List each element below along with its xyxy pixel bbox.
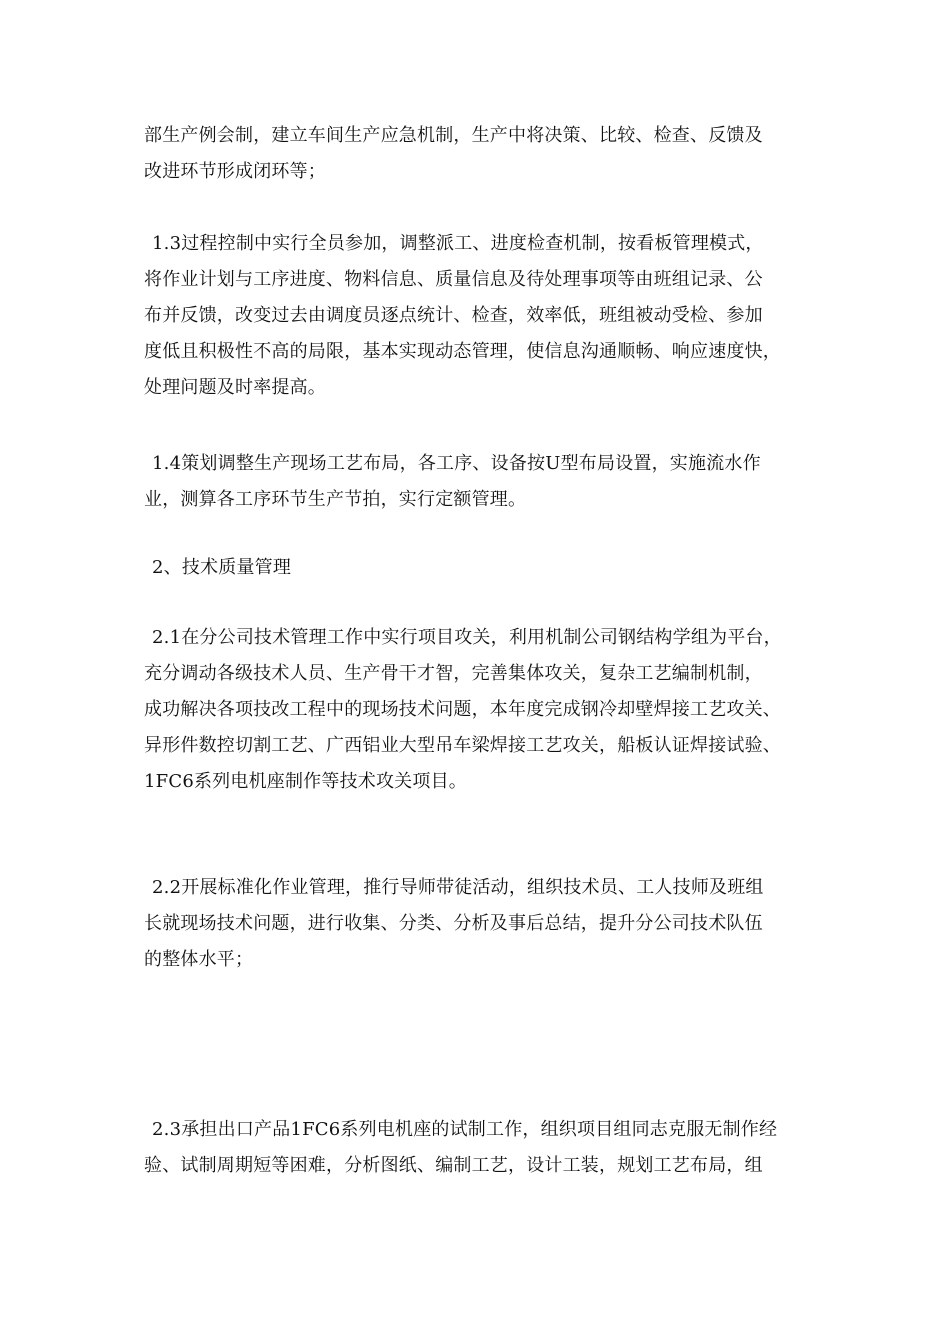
paragraph-1-4-continued bbox=[144, 482, 814, 518]
paragraph-2-2 bbox=[152, 870, 822, 906]
text-line: 充分调动各级技术人员、生产骨干才智，完善集体攻关，复杂工艺编制机制， bbox=[144, 663, 763, 684]
text-line: 2.2开展标准化作业管理，推行导师带徒活动，组织技术员、工人技师及班组 bbox=[152, 877, 764, 898]
text-line: 成功解决各项技改工程中的现场技术问题，本年度完成钢冷却壁焊接工艺攻关、 bbox=[144, 699, 781, 720]
text-line: 2.3承担出口产品1FC6系列电机座的试制工作，组织项目组同志克服无制作经 bbox=[152, 1119, 778, 1140]
paragraph-2-2-continued bbox=[144, 906, 814, 978]
paragraph-1-4 bbox=[152, 446, 822, 482]
text-line: 的整体水平； bbox=[144, 949, 254, 970]
text-line: 业，测算各工序环节生产节拍，实行定额管理。 bbox=[144, 489, 527, 510]
text-line: 异形件数控切割工艺、广西铝业大型吊车梁焊接工艺攻关，船板认证焊接试验、 bbox=[144, 735, 781, 756]
text-line: 1.4策划调整生产现场工艺布局，各工序、设备按U型布局设置，实施流水作 bbox=[152, 453, 761, 474]
paragraph-1-3-continued bbox=[144, 262, 814, 406]
text-line: 1FC6系列电机座制作等技术攻关项目。 bbox=[144, 771, 467, 792]
text-line: 长就现场技术问题，进行收集、分类、分析及事后总结，提升分公司技术队伍 bbox=[144, 913, 763, 934]
text-line: 度低且积极性不高的局限，基本实现动态管理，使信息沟通顺畅、响应速度快， bbox=[144, 341, 781, 362]
paragraph-1-3 bbox=[152, 226, 822, 262]
text-line: 验、试制周期短等困难，分析图纸、编制工艺，设计工装，规划工艺布局，组 bbox=[144, 1155, 763, 1176]
text-line: 处理问题及时率提高。 bbox=[144, 377, 326, 398]
paragraph-2-1 bbox=[152, 620, 822, 656]
text-line: 部生产例会制，建立车间生产应急机制，生产中将决策、比较、检查、反馈及 bbox=[144, 125, 763, 146]
paragraph-production-meeting bbox=[144, 118, 814, 190]
text-line: 改进环节形成闭环等； bbox=[144, 161, 326, 182]
text-line: 布并反馈，改变过去由调度员逐点统计、检查，效率低，班组被动受检、参加 bbox=[144, 305, 763, 326]
paragraph-2-3-continued bbox=[144, 1148, 814, 1184]
section-heading: 2、技术质量管理 bbox=[152, 557, 292, 578]
text-line: 将作业计划与工序进度、物料信息、质量信息及待处理事项等由班组记录、公 bbox=[144, 269, 763, 290]
text-line: 1.3过程控制中实行全员参加，调整派工、进度检查机制，按看板管理模式， bbox=[152, 233, 764, 254]
text-line: 2.1在分公司技术管理工作中实行项目攻关，利用机制公司钢结构学组为平台， bbox=[152, 627, 782, 648]
paragraph-2-1-continued bbox=[144, 656, 814, 800]
paragraph-2-3 bbox=[152, 1112, 822, 1148]
section-heading-technical-quality bbox=[152, 550, 822, 586]
